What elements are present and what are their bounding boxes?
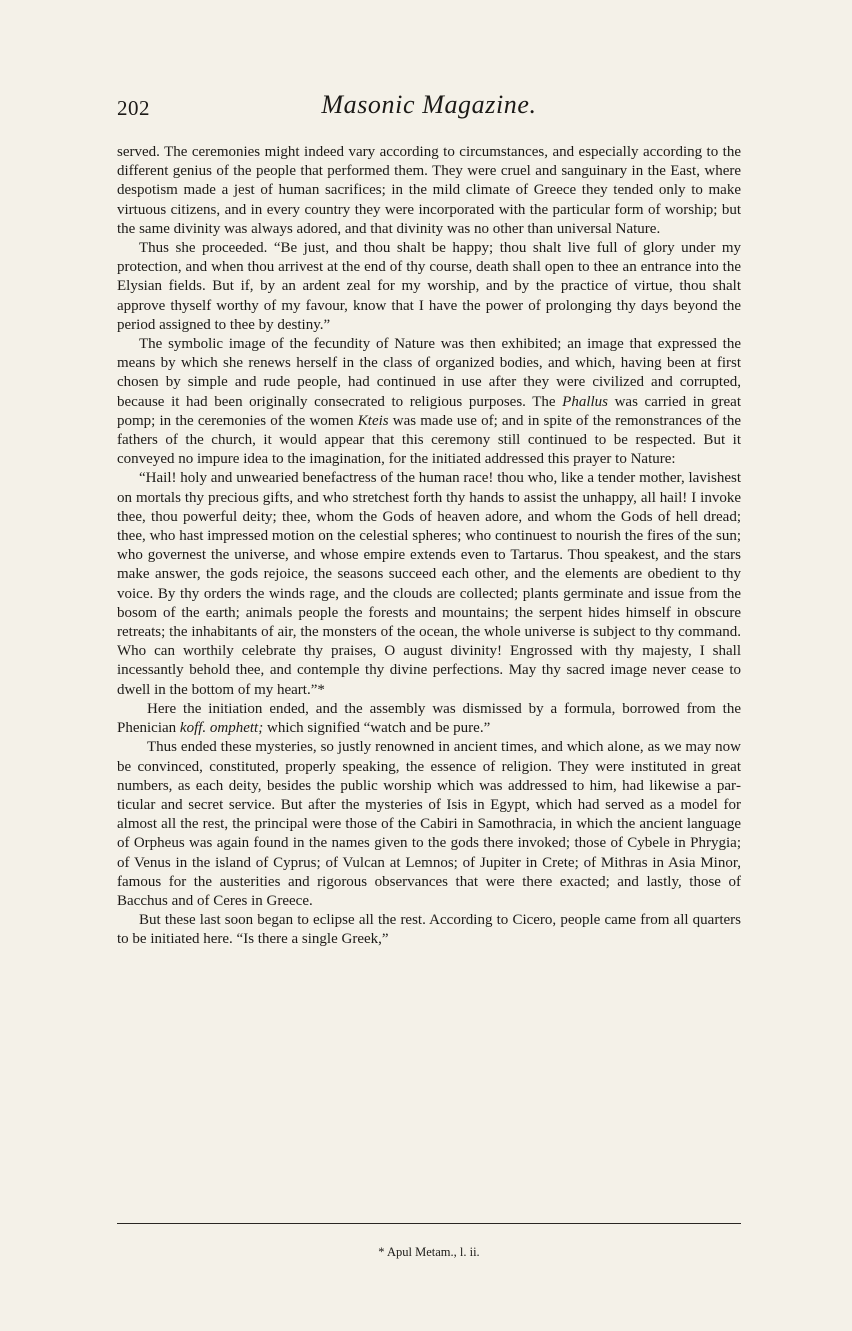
text-run: which signified “watch and be pure.”: [263, 720, 491, 737]
italic-term: koff. omphett;: [179, 720, 264, 737]
text-run: Thus she proceeded. “Be just, and thou shalt be happy; thou shalt live full of glory under my protection, and when thou arrivest at the end of thy course, death shall open to thee an entrance into the Elysian fields. But if, by an ardent zeal for my worship, and by the practice of virtue, thou shalt approve thyself worthy of my favour, know that I have the power of prolonging thy days beyond the period assigned to thee by destiny.”: [117, 240, 741, 333]
text-run: served. The ceremonies might indeed vary according to circumstances, and especially according to the different genius of the people that performed them. They were cruel and sanguinary in the East, where despotism made a jest of human sacrifices; in the mild climate of Greece they tended only to make virtuous citizens, and in every country they were incorporated with the particular form of worship; but the same divinity was always adored, and that divinity was no other than universal Nature.: [117, 144, 741, 237]
paragraph: [117, 738, 741, 911]
prayer-paragraph: [117, 469, 741, 699]
footnote-divider: [117, 1223, 741, 1224]
paragraph: [117, 700, 741, 738]
paragraph: [117, 143, 741, 239]
text-run: Thus ended these mysteries, so justly renowned in ancient times, and which alone, as we may now be convinced, constituted, properly speaking, the essence of religion. They were instituted in great numbers, as each deity, besides the public worship which was addressed to him, had likewise a particular and secret service. But after the mysteries of Isis in Egypt, which had served as a model for almost all the rest, the principal were those of the Cabiri in Samothracia, in which the ancient language of Orpheus was again found in the names given to the gods there invoked; those of Cybele in Phrygia; of Venus in the island of Cyprus; of Vulcan at Lemnos; of Jupiter in Crete; of Mithras in Asia Minor, famous for the austerities and rigorous observances that were there exacted; and lastly, those of Bacchus and of Ceres in Greece.: [117, 739, 741, 909]
page-header: [117, 88, 741, 124]
text-run: was carried in great pomp; in the ceremonies of the women: [117, 393, 741, 429]
text-run: Here the initiation ended, and the assembly was dismissed by a formula, borrowed from the Phenician: [117, 700, 741, 737]
text-run: The symbolic image of the fecundity of Nature was then exhibited; an image that expressed the means by which she renews herself in the class of organized bodies, and which, having been at first chosen by simple and rude people, had continued in use after they were civilized and corrupted, because it had been originally consecrated to religious purposes. The: [117, 336, 741, 410]
italic-term: Kteis: [357, 412, 389, 429]
text-run: But these last soon began to eclipse all the rest. According to Cicero, people came from all quarters to be initiated here. “Is there a single Greek,”: [117, 912, 741, 948]
paragraph: [117, 335, 741, 469]
paragraph: [117, 239, 741, 335]
page-number: 202: [117, 96, 150, 120]
italic-term: Phallus: [562, 393, 608, 410]
text-run: was made use of; and in spite of the remonstrances of the fathers of the church, it would appear that this ceremony still continued to be respected. But it conveyed no impure idea to the imagination, for the initiated addressed this prayer to Nature:: [117, 412, 741, 468]
text-run: “Hail! holy and unwearied benefactress of the human race! thou who, like a tender mother, lavishest on mortals thy precious gifts, and who stretchest forth thy hands to assist the unhappy, all hail! I invoke thee, thou powerful deity; thee, whom the Gods of heaven adore, and whom the Gods of hell dread; thee, who hast impressed motion on the celestial spheres; who continuest to nourish the fires of the sun; who governest the universe, and whose empire extends even to Tartarus. Thou speakest, and the stars make answer, the gods rejoice, the seasons succeed each other, and the elements are obedient to thy voice. By thy orders the winds rage, and the clouds are collected; plants germinate and issue from the bosom of the earth; animals people the forests and mountains; the serpent hides himself in obscure retreats; the inhabitants of air, the monsters of the ocean, the whole universe is subject to thy command. Who can worthily celebrate thy praises, O august divinity! Engrossed with thy majesty, I shall incessantly behold thee, and contemple thy divine perfections. May thy sacred image never cease to dwell in the bottom of my heart.”*: [117, 470, 741, 698]
footnote: * Apul Metam., l. ii.: [378, 1245, 480, 1259]
article-body: [117, 143, 741, 950]
paragraph: [117, 911, 741, 949]
running-title: Masonic Magazine.: [321, 90, 537, 119]
